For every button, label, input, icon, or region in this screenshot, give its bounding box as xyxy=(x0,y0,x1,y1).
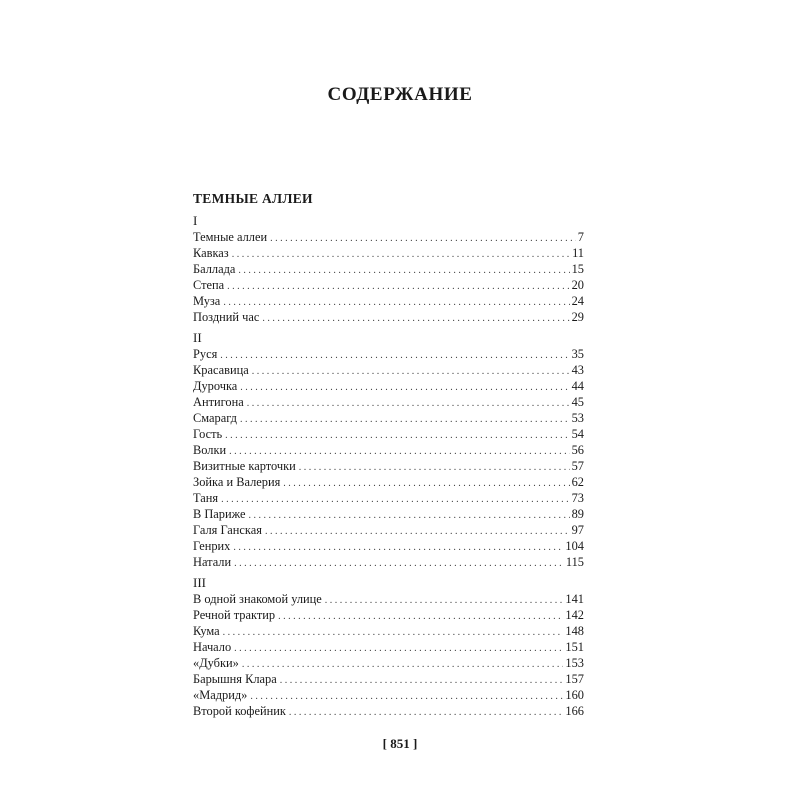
dot-leader xyxy=(265,524,570,540)
entry-page: 151 xyxy=(565,640,584,654)
toc-entry xyxy=(193,229,584,245)
entry-title: Натали xyxy=(193,555,232,569)
dot-leader xyxy=(233,540,563,556)
dot-leader xyxy=(220,348,569,364)
entry-page: 160 xyxy=(565,688,584,702)
toc-entry xyxy=(193,522,584,538)
dot-leader xyxy=(232,247,570,263)
section-heading: ТЕМНЫЕ АЛЛЕИ xyxy=(193,191,313,206)
dot-leader xyxy=(270,231,576,247)
dot-leader xyxy=(247,396,570,412)
entry-title: Степа xyxy=(193,278,225,292)
entry-title: Речной трактир xyxy=(193,608,276,622)
entry-page: 53 xyxy=(571,411,584,425)
entry-page: 62 xyxy=(571,475,584,489)
part-group xyxy=(193,330,584,570)
dot-leader xyxy=(262,311,569,327)
toc-entry xyxy=(193,655,584,671)
entry-page: 11 xyxy=(572,246,584,260)
toc-entry xyxy=(193,277,584,293)
toc-entry xyxy=(193,442,584,458)
entry-page: 43 xyxy=(571,363,584,377)
toc-entry xyxy=(193,607,584,623)
dot-leader xyxy=(242,657,564,673)
toc-entry xyxy=(193,309,584,325)
toc-entry xyxy=(193,506,584,522)
entry-list xyxy=(193,346,584,570)
entry-title: Визитные карточки xyxy=(193,459,296,473)
dot-leader xyxy=(223,625,564,641)
entry-title: Барышня Клара xyxy=(193,672,277,686)
toc-entry xyxy=(193,245,584,261)
toc-entry xyxy=(193,410,584,426)
dot-leader xyxy=(238,263,569,279)
part-label: I xyxy=(193,213,198,228)
entry-title: Начало xyxy=(193,640,232,654)
entry-title: Муза xyxy=(193,294,221,308)
entry-page: 142 xyxy=(565,608,584,622)
dot-leader xyxy=(289,705,564,721)
toc-entry xyxy=(193,426,584,442)
entry-title: Таня xyxy=(193,491,219,505)
entry-page: 35 xyxy=(571,347,584,361)
entry-list xyxy=(193,229,584,325)
entry-page: 7 xyxy=(577,230,584,244)
entry-title: Галя Ганская xyxy=(193,523,262,537)
entry-list xyxy=(193,591,584,719)
entry-page: 57 xyxy=(571,459,584,473)
entry-page: 97 xyxy=(571,523,584,537)
page-title: СОДЕРЖАНИЕ xyxy=(327,84,473,105)
entry-title: Смарагд xyxy=(193,411,237,425)
part-label: III xyxy=(193,575,206,590)
dot-leader xyxy=(278,609,563,625)
dot-leader xyxy=(227,279,569,295)
dot-leader xyxy=(223,295,569,311)
entry-title: Баллада xyxy=(193,262,236,276)
toc-entry xyxy=(193,623,584,639)
entry-page: 29 xyxy=(571,310,584,324)
dot-leader xyxy=(283,476,569,492)
toc-entry xyxy=(193,378,584,394)
entry-title: В одной знакомой улице xyxy=(193,592,322,606)
dot-leader xyxy=(325,593,564,609)
entry-title: «Дубки» xyxy=(193,656,239,670)
entry-title: Гость xyxy=(193,427,223,441)
entry-page: 73 xyxy=(571,491,584,505)
entry-page: 166 xyxy=(565,704,584,718)
entry-page: 15 xyxy=(571,262,584,276)
part-group xyxy=(193,575,584,719)
table-of-contents xyxy=(193,190,584,719)
dot-leader xyxy=(234,556,564,572)
entry-title: Волки xyxy=(193,443,227,457)
entry-page: 157 xyxy=(565,672,584,686)
entry-page: 44 xyxy=(571,379,584,393)
toc-entry xyxy=(193,362,584,378)
entry-title: Кума xyxy=(193,624,220,638)
dot-leader xyxy=(249,508,570,524)
toc-entry xyxy=(193,394,584,410)
entry-title: В Париже xyxy=(193,507,246,521)
entry-title: Темные аллеи xyxy=(193,230,268,244)
toc-entry xyxy=(193,346,584,362)
entry-page: 89 xyxy=(571,507,584,521)
entry-title: Антигона xyxy=(193,395,244,409)
dot-leader xyxy=(240,412,570,428)
page-number: [ 851 ] xyxy=(382,736,418,751)
entry-title: Поздний час xyxy=(193,310,260,324)
toc-entry xyxy=(193,687,584,703)
entry-title: Генрих xyxy=(193,539,231,553)
dot-leader xyxy=(250,689,563,705)
dot-leader xyxy=(221,492,570,508)
entry-page: 115 xyxy=(565,555,584,569)
entry-title: Красавица xyxy=(193,363,249,377)
entry-title: Дурочка xyxy=(193,379,238,393)
entry-page: 45 xyxy=(571,395,584,409)
dot-leader xyxy=(280,673,564,689)
part-label: II xyxy=(193,330,202,345)
entry-page: 104 xyxy=(565,539,584,553)
entry-title: Второй кофейник xyxy=(193,704,286,718)
entry-title: «Мадрид» xyxy=(193,688,248,702)
entry-title: Зойка и Валерия xyxy=(193,475,281,489)
toc-entry xyxy=(193,671,584,687)
toc-entry xyxy=(193,591,584,607)
toc-entry xyxy=(193,293,584,309)
entry-page: 148 xyxy=(565,624,584,638)
dot-leader xyxy=(299,460,570,476)
toc-entry xyxy=(193,703,584,719)
dot-leader xyxy=(252,364,570,380)
toc-entry xyxy=(193,538,584,554)
dot-leader xyxy=(234,641,563,657)
entry-title: Кавказ xyxy=(193,246,229,260)
entry-title: Руся xyxy=(193,347,218,361)
toc-entry xyxy=(193,261,584,277)
dot-leader xyxy=(240,380,569,396)
part-group xyxy=(193,213,584,325)
toc-entry xyxy=(193,474,584,490)
toc-entry xyxy=(193,490,584,506)
entry-page: 54 xyxy=(571,427,584,441)
toc-entry xyxy=(193,458,584,474)
entry-page: 56 xyxy=(571,443,584,457)
entry-page: 24 xyxy=(571,294,584,308)
entry-page: 141 xyxy=(565,592,584,606)
entry-page: 153 xyxy=(565,656,584,670)
dot-leader xyxy=(225,428,569,444)
toc-entry xyxy=(193,554,584,570)
toc-entry xyxy=(193,639,584,655)
entry-page: 20 xyxy=(571,278,584,292)
